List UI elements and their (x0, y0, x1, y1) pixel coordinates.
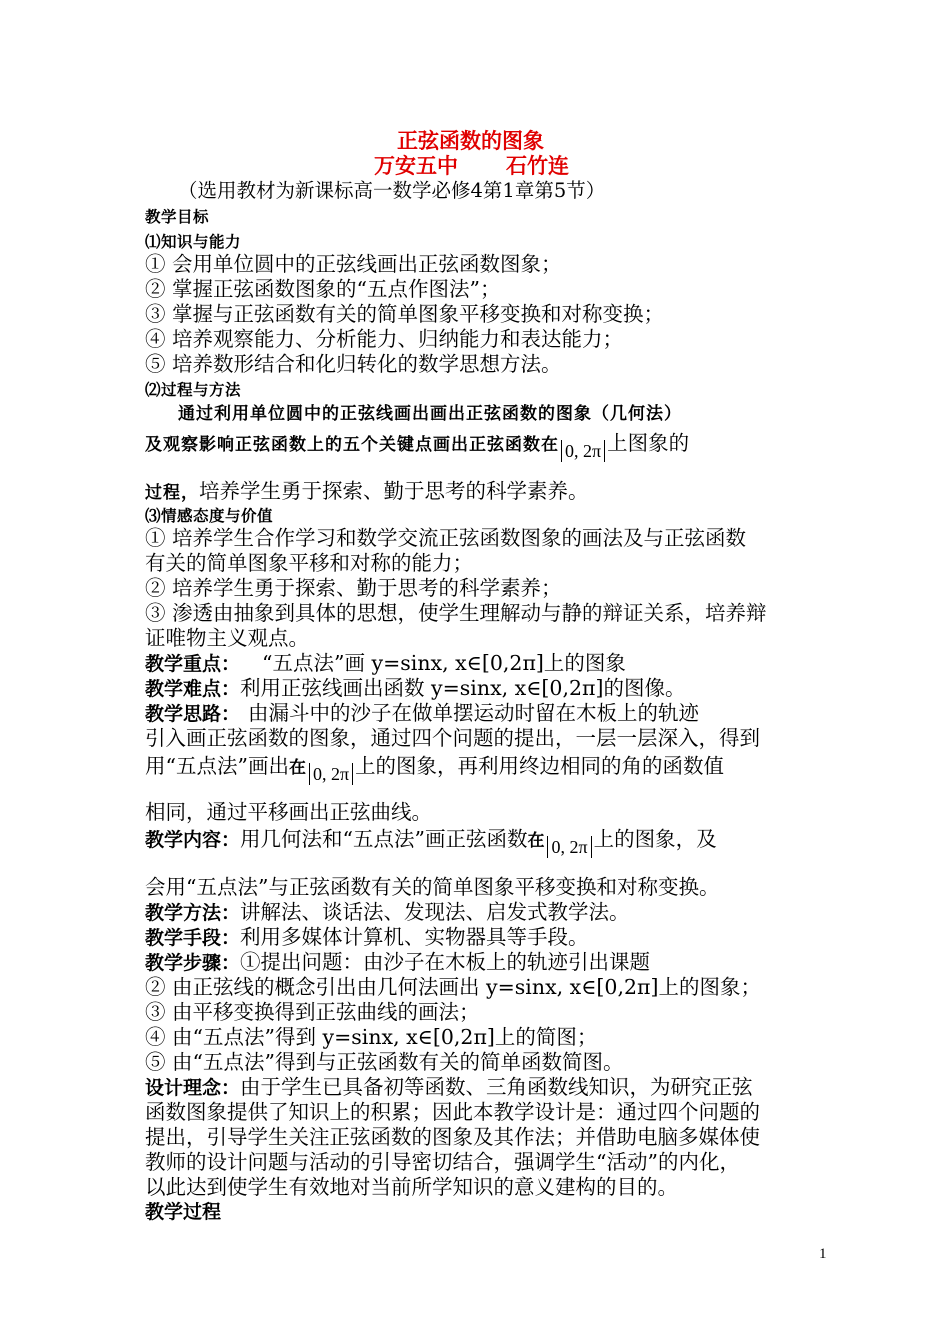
thinking-label: 教学思路： (145, 703, 241, 725)
knowledge-heading: ⑴知识与能力 (145, 233, 242, 251)
content-line: 会用“五点法”与正弦函数有关的简单图象平移变换和对称变换。 (145, 875, 720, 899)
emotion-line: 证唯物主义观点。 (145, 626, 309, 650)
steps-item: ③ 由平移变换得到正弦曲线的画法； (145, 1000, 480, 1024)
difficulty-label: 教学难点： (145, 678, 241, 700)
author-line (374, 153, 569, 179)
design-label: 设计理念： (145, 1077, 241, 1099)
steps-label: 教学步骤： (145, 952, 241, 974)
design-line: 提出，引导学生关注正弦函数的图象及其作法；并借助电脑多媒体使 (145, 1125, 760, 1149)
interval-formula: 0, 2π (547, 836, 591, 858)
process-method-line: 通过利用单位圆中的正弦线画出画出正弦函数的图象（几何法） (178, 404, 682, 424)
design-text: 由于学生已具备初等函数、三角函数线知识，为研究正弦 (240, 1075, 753, 1099)
steps-item: ⑤ 由“五点法”得到与正弦函数有关的简单函数简图。 (145, 1050, 624, 1074)
school-name: 万安五中 (374, 153, 458, 178)
emotion-line: ③ 渗透由抽象到具体的思想，使学生理解动与静的辩证关系，培养辩 (145, 601, 767, 625)
design-line: 教师的设计问题与活动的引导密切结合，强调学生“活动”的内化， (145, 1150, 740, 1174)
content-text: 上的图象，及 (593, 827, 717, 851)
process-method-line (145, 430, 690, 461)
process-heading: 教学过程 (145, 1201, 222, 1223)
textbook-note: （选用教材为新课标高一数学必修4第1章第5节） (178, 179, 606, 202)
knowledge-item: ④ 培养观察能力、分析能力、归纳能力和表达能力； (145, 327, 624, 351)
steps-line (145, 949, 650, 976)
process-method-text: 及观察影响正弦函数上的五个关键点画出正弦函数在 (145, 435, 559, 455)
thinking-line: 相同，通过平移画出正弦曲线。 (145, 800, 432, 824)
thinking-line (145, 700, 699, 727)
design-line: 以此达到使学生有效地对当前所学知识的意义建构的目的。 (145, 1175, 678, 1199)
knowledge-item: ③ 掌握与正弦函数有关的简单图象平移变换和对称变换； (145, 302, 665, 326)
content-line (145, 826, 717, 857)
difficulty-text: 利用正弦线画出函数 y=sinx, x∈[0,2π]的图像。 (240, 676, 686, 700)
method-line (145, 899, 630, 926)
design-line (145, 1074, 753, 1101)
steps-text: ①提出问题：由沙子在木板上的轨迹引出课题 (240, 950, 651, 974)
thinking-line (145, 753, 725, 784)
knowledge-item: ⑤ 培养数形结合和化归转化的数学思想方法。 (145, 352, 562, 376)
interval-formula: 0, 2π (561, 440, 605, 462)
content-label: 教学内容： (145, 829, 241, 851)
thinking-text: 由漏斗中的沙子在做单摆运动时留在木板上的轨迹 (248, 701, 700, 725)
means-text: 利用多媒体计算机、实物器具等手段。 (240, 925, 589, 949)
design-line: 函数图象提供了知识上的积累；因此本教学设计是：通过四个问题的 (145, 1100, 760, 1124)
emotion-line: ① 培养学生合作学习和数学交流正弦函数图象的画法及与正弦函数 (145, 526, 747, 550)
process-method-heading: ⑵过程与方法 (145, 381, 242, 399)
method-text: 讲解法、谈话法、发现法、启发式教学法。 (240, 900, 630, 924)
key-point-label: 教学重点： (145, 653, 241, 675)
steps-item: ④ 由“五点法”得到 y=sinx, x∈[0,2π]上的简图； (145, 1025, 598, 1049)
knowledge-item: ② 掌握正弦函数图象的“五点作图法”； (145, 277, 501, 301)
emotion-line: 有关的简单图象平移和对称的能力； (145, 551, 473, 575)
process-method-text: 培养学生勇于探索、勤于思考的科学素养。 (199, 479, 589, 503)
thinking-line: 引入画正弦函数的图象，通过四个问题的提出，一层一层深入，得到 (145, 726, 760, 750)
process-method-line (145, 478, 589, 506)
document-title: 正弦函数的图象 (397, 128, 544, 153)
process-method-text: 过程， (145, 483, 199, 503)
method-label: 教学方法： (145, 902, 241, 924)
thinking-text: 上的图象，再利用终边相同的角的函数值 (355, 754, 725, 778)
thinking-text: 在 (288, 758, 307, 778)
emotion-heading: ⑶情感态度与价值 (145, 507, 274, 525)
key-point-text: “五点法”画 y=sinx, x∈[0,2π]上的图象 (262, 651, 626, 675)
steps-item: ② 由正弦线的概念引出由几何法画出 y=sinx, x∈[0,2π]上的图象； (145, 975, 761, 999)
knowledge-item: ① 会用单位圆中的正弦线画出正弦函数图象； (145, 252, 562, 276)
page-number: 1 (819, 1246, 827, 1262)
emotion-line: ② 培养学生勇于探索、勤于思考的科学素养； (145, 576, 562, 600)
objectives-heading: 教学目标 (145, 208, 210, 226)
content-text: 在 (527, 831, 546, 851)
difficulty-line (145, 675, 685, 702)
interval-formula: 0, 2π (309, 763, 353, 785)
thinking-text: 用“五点法”画出 (145, 754, 289, 778)
means-label: 教学手段： (145, 927, 241, 949)
means-line (145, 924, 589, 951)
key-point-line (145, 650, 626, 677)
process-method-text: 上图象的 (607, 431, 690, 455)
content-text: 用几何法和“五点法”画正弦函数 (240, 827, 528, 851)
author-name: 石竹连 (506, 153, 569, 178)
